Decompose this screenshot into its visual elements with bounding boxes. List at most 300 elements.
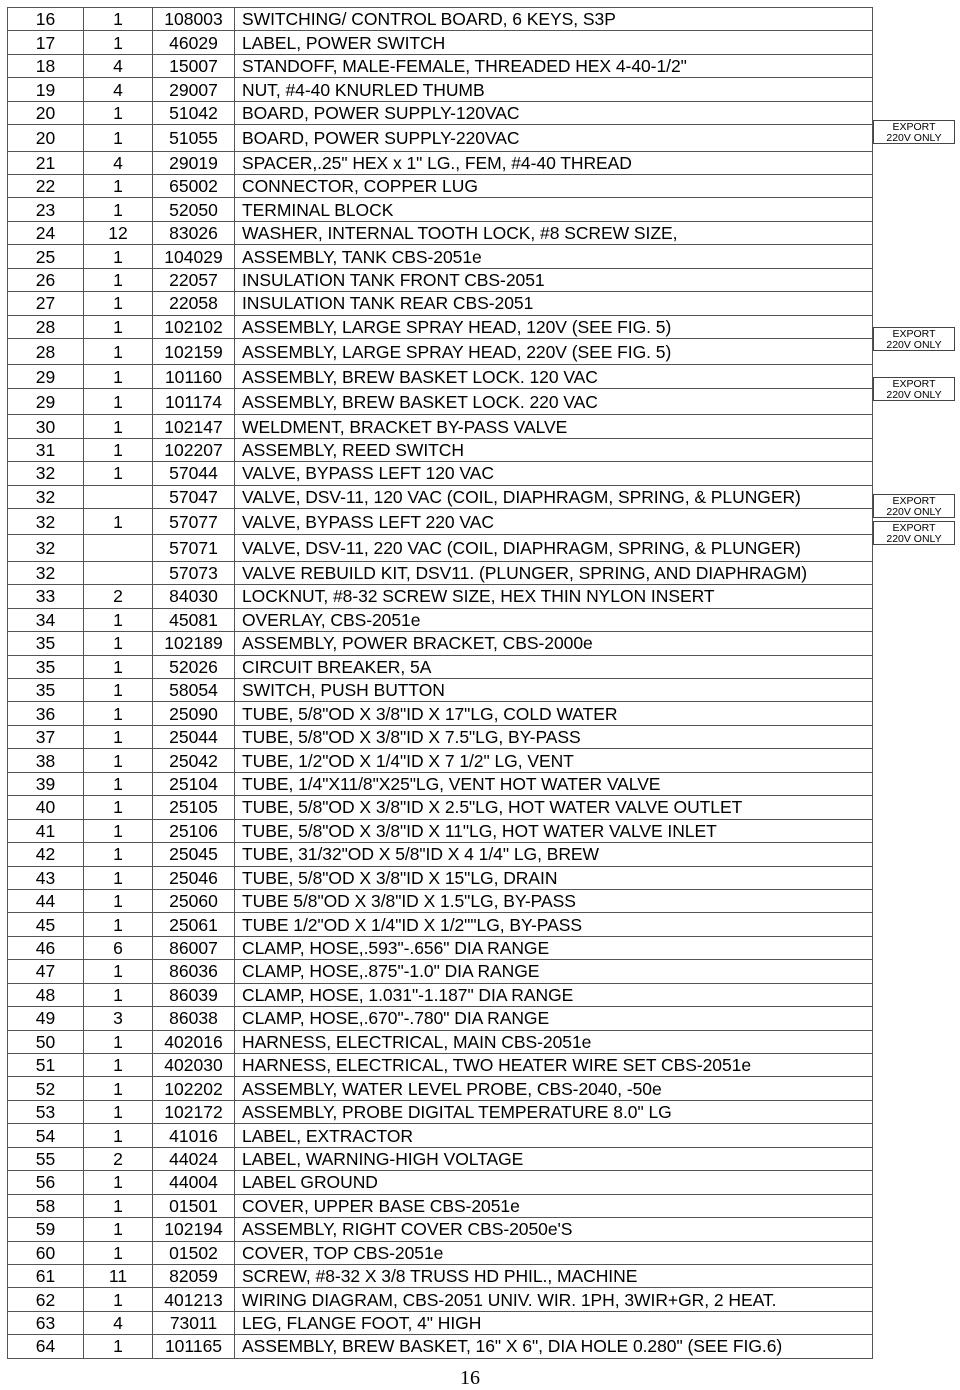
part-number-cell: 402030 [153,1054,235,1077]
description-cell: NUT, #4-40 KNURLED THUMB [235,78,873,101]
item-number-cell: 16 [8,8,84,31]
item-number-cell: 63 [8,1311,84,1334]
table-row [8,889,873,912]
description-cell: ASSEMBLY, BREW BASKET LOCK. 220 VAC [235,388,873,414]
part-number-cell: 57044 [153,462,235,485]
table-row [8,268,873,291]
quantity-cell: 1 [84,509,153,535]
table-row [8,245,873,268]
quantity-cell: 1 [84,819,153,842]
part-number-cell: 102147 [153,415,235,438]
quantity-cell: 6 [84,936,153,959]
item-number-cell: 20 [8,125,84,151]
item-number-cell: 22 [8,175,84,198]
table-row [8,462,873,485]
item-number-cell: 62 [8,1288,84,1311]
part-number-cell: 57047 [153,485,235,508]
export-tag [873,494,955,518]
item-number-cell: 34 [8,608,84,631]
description-cell: ASSEMBLY, LARGE SPRAY HEAD, 220V (SEE FIG. 5) [235,339,873,365]
quantity-cell: 2 [84,585,153,608]
description-cell: TUBE, 5/8"OD X 3/8"ID X 15"LG, DRAIN [235,866,873,889]
description-cell: COVER, TOP CBS-2051e [235,1241,873,1264]
description-cell: SPACER,.25" HEX x 1" LG., FEM, #4-40 THREAD [235,151,873,174]
item-number-cell: 20 [8,101,84,124]
part-number-cell: 25044 [153,725,235,748]
part-number-cell: 65002 [153,175,235,198]
description-cell: TUBE, 31/32"OD X 5/8"ID X 4 1/4" LG, BREW [235,843,873,866]
item-number-cell: 29 [8,388,84,414]
quantity-cell: 1 [84,1100,153,1123]
table-row [8,292,873,315]
table-row [8,561,873,584]
quantity-cell: 4 [84,54,153,77]
table-row [8,983,873,1006]
description-cell: CLAMP, HOSE, 1.031"-1.187" DIA RANGE [235,983,873,1006]
export-tag-line2: 220V ONLY [886,389,942,401]
item-number-cell: 17 [8,31,84,54]
table-row [8,8,873,31]
quantity-cell: 1 [84,268,153,291]
parts-table [7,7,873,1359]
export-tag [873,521,955,545]
quantity-cell: 1 [84,1054,153,1077]
item-number-cell: 24 [8,221,84,244]
description-cell: VALVE REBUILD KIT, DSV11. (PLUNGER, SPRING, AND DIAPHRAGM) [235,561,873,584]
part-number-cell: 25042 [153,749,235,772]
quantity-cell [84,535,153,561]
description-cell: ASSEMBLY, POWER BRACKET, CBS-2000e [235,632,873,655]
item-number-cell: 52 [8,1077,84,1100]
quantity-cell: 1 [84,462,153,485]
item-number-cell: 55 [8,1147,84,1170]
table-row [8,78,873,101]
part-number-cell: 101160 [153,365,235,388]
item-number-cell: 32 [8,462,84,485]
description-cell: ASSEMBLY, LARGE SPRAY HEAD, 120V (SEE FIG. 5) [235,315,873,338]
quantity-cell: 1 [84,796,153,819]
quantity-cell: 1 [84,365,153,388]
item-number-cell: 36 [8,702,84,725]
part-number-cell: 57073 [153,561,235,584]
description-cell: INSULATION TANK FRONT CBS-2051 [235,268,873,291]
table-row [8,1241,873,1264]
quantity-cell: 1 [84,125,153,151]
quantity-cell: 1 [84,632,153,655]
quantity-cell: 1 [84,1241,153,1264]
item-number-cell: 35 [8,655,84,678]
quantity-cell: 1 [84,960,153,983]
part-number-cell: 25106 [153,819,235,842]
part-number-cell: 57071 [153,535,235,561]
export-tag-line1: EXPORT [892,378,936,390]
export-tag-line1: EXPORT [892,328,936,340]
part-number-cell: 102102 [153,315,235,338]
quantity-cell: 1 [84,749,153,772]
table-row [8,1288,873,1311]
part-number-cell: 102159 [153,339,235,365]
item-number-cell: 37 [8,725,84,748]
description-cell: TUBE, 5/8"OD X 3/8"ID X 17"LG, COLD WATER [235,702,873,725]
part-number-cell: 51055 [153,125,235,151]
item-number-cell: 40 [8,796,84,819]
export-tag-line1: EXPORT [892,522,936,534]
part-number-cell: 101165 [153,1335,235,1358]
table-row [8,1171,873,1194]
part-number-cell: 108003 [153,8,235,31]
export-tag [873,377,955,401]
table-row [8,866,873,889]
quantity-cell: 1 [84,655,153,678]
description-cell: LABEL, WARNING-HIGH VOLTAGE [235,1147,873,1170]
part-number-cell: 22057 [153,268,235,291]
quantity-cell: 1 [84,388,153,414]
item-number-cell: 56 [8,1171,84,1194]
description-cell: ASSEMBLY, BREW BASKET LOCK. 120 VAC [235,365,873,388]
export-tag-line2: 220V ONLY [886,533,942,545]
table-row [8,175,873,198]
description-cell: WASHER, INTERNAL TOOTH LOCK, #8 SCREW SIZE, [235,221,873,244]
part-number-cell: 25045 [153,843,235,866]
part-number-cell: 25046 [153,866,235,889]
item-number-cell: 43 [8,866,84,889]
table-row [8,388,873,414]
description-cell: TUBE, 5/8"OD X 3/8"ID X 2.5"LG, HOT WATER VALVE OUTLET [235,796,873,819]
quantity-cell: 1 [84,315,153,338]
item-number-cell: 46 [8,936,84,959]
part-number-cell: 29019 [153,151,235,174]
description-cell: TERMINAL BLOCK [235,198,873,221]
quantity-cell: 1 [84,292,153,315]
table-row [8,1100,873,1123]
table-row [8,655,873,678]
description-cell: VALVE, BYPASS LEFT 220 VAC [235,509,873,535]
table-row [8,438,873,461]
description-cell: INSULATION TANK REAR CBS-2051 [235,292,873,315]
table-row [8,679,873,702]
table-row [8,485,873,508]
part-number-cell: 25090 [153,702,235,725]
description-cell: VALVE, BYPASS LEFT 120 VAC [235,462,873,485]
quantity-cell: 1 [84,8,153,31]
quantity-cell: 1 [84,1288,153,1311]
description-cell: LABEL, POWER SWITCH [235,31,873,54]
part-number-cell: 25061 [153,913,235,936]
quantity-cell: 1 [84,1077,153,1100]
quantity-cell: 1 [84,913,153,936]
item-number-cell: 47 [8,960,84,983]
item-number-cell: 25 [8,245,84,268]
quantity-cell: 1 [84,772,153,795]
part-number-cell: 86036 [153,960,235,983]
table-row [8,1077,873,1100]
table-row [8,339,873,365]
quantity-cell: 4 [84,1311,153,1334]
table-row [8,796,873,819]
part-number-cell: 25104 [153,772,235,795]
item-number-cell: 58 [8,1194,84,1217]
quantity-cell: 1 [84,1030,153,1053]
table-row [8,1124,873,1147]
quantity-cell: 1 [84,339,153,365]
item-number-cell: 33 [8,585,84,608]
table-row [8,535,873,561]
part-number-cell: 01501 [153,1194,235,1217]
description-cell: COVER, UPPER BASE CBS-2051e [235,1194,873,1217]
table-row [8,772,873,795]
quantity-cell: 1 [84,415,153,438]
table-row [8,1264,873,1287]
item-number-cell: 32 [8,561,84,584]
page-number: 16 [460,1367,480,1389]
table-row [8,632,873,655]
quantity-cell: 1 [84,175,153,198]
export-tag [873,120,955,144]
item-number-cell: 32 [8,535,84,561]
description-cell: CLAMP, HOSE,.875"-1.0" DIA RANGE [235,960,873,983]
table-row [8,54,873,77]
item-number-cell: 28 [8,315,84,338]
item-number-cell: 21 [8,151,84,174]
item-number-cell: 49 [8,1007,84,1030]
quantity-cell: 1 [84,31,153,54]
item-number-cell: 31 [8,438,84,461]
description-cell: STANDOFF, MALE-FEMALE, THREADED HEX 4-40-1/2" [235,54,873,77]
table-row [8,608,873,631]
part-number-cell: 41016 [153,1124,235,1147]
part-number-cell: 102207 [153,438,235,461]
part-number-cell: 84030 [153,585,235,608]
quantity-cell: 1 [84,725,153,748]
description-cell: SWITCHING/ CONTROL BOARD, 6 KEYS, S3P [235,8,873,31]
part-number-cell: 102172 [153,1100,235,1123]
item-number-cell: 26 [8,268,84,291]
item-number-cell: 59 [8,1218,84,1241]
item-number-cell: 18 [8,54,84,77]
quantity-cell: 12 [84,221,153,244]
description-cell: TUBE, 1/4"X11/8"X25"LG, VENT HOT WATER VALVE [235,772,873,795]
part-number-cell: 102189 [153,632,235,655]
table-row [8,843,873,866]
part-number-cell: 46029 [153,31,235,54]
quantity-cell: 1 [84,866,153,889]
export-tag-line1: EXPORT [892,121,936,133]
description-cell: WIRING DIAGRAM, CBS-2051 UNIV. WIR. 1PH, 3WIR+GR, 2 HEAT. [235,1288,873,1311]
quantity-cell: 11 [84,1264,153,1287]
item-number-cell: 39 [8,772,84,795]
description-cell: CIRCUIT BREAKER, 5A [235,655,873,678]
export-tag-line2: 220V ONLY [886,132,942,144]
item-number-cell: 35 [8,679,84,702]
description-cell: TUBE, 5/8"OD X 3/8"ID X 11"LG, HOT WATER VALVE INLET [235,819,873,842]
quantity-cell: 1 [84,1124,153,1147]
item-number-cell: 42 [8,843,84,866]
item-number-cell: 44 [8,889,84,912]
part-number-cell: 83026 [153,221,235,244]
table-row [8,415,873,438]
part-number-cell: 22058 [153,292,235,315]
item-number-cell: 45 [8,913,84,936]
description-cell: BOARD, POWER SUPPLY-220VAC [235,125,873,151]
description-cell: TUBE 5/8"OD X 3/8"ID X 1.5"LG, BY-PASS [235,889,873,912]
quantity-cell: 1 [84,702,153,725]
table-row [8,365,873,388]
item-number-cell: 54 [8,1124,84,1147]
quantity-cell: 1 [84,438,153,461]
quantity-cell [84,561,153,584]
item-number-cell: 19 [8,78,84,101]
item-number-cell: 35 [8,632,84,655]
export-tag-line2: 220V ONLY [886,506,942,518]
description-cell: ASSEMBLY, TANK CBS-2051e [235,245,873,268]
part-number-cell: 104029 [153,245,235,268]
quantity-cell: 1 [84,101,153,124]
item-number-cell: 60 [8,1241,84,1264]
description-cell: ASSEMBLY, BREW BASKET, 16" X 6", DIA HOLE 0.280" (SEE FIG.6) [235,1335,873,1358]
item-number-cell: 32 [8,485,84,508]
description-cell: LOCKNUT, #8-32 SCREW SIZE, HEX THIN NYLON INSERT [235,585,873,608]
part-number-cell: 44024 [153,1147,235,1170]
description-cell: ASSEMBLY, PROBE DIGITAL TEMPERATURE 8.0" LG [235,1100,873,1123]
description-cell: SWITCH, PUSH BUTTON [235,679,873,702]
description-cell: HARNESS, ELECTRICAL, MAIN CBS-2051e [235,1030,873,1053]
description-cell: WELDMENT, BRACKET BY-PASS VALVE [235,415,873,438]
table-row [8,101,873,124]
part-number-cell: 101174 [153,388,235,414]
part-number-cell: 45081 [153,608,235,631]
quantity-cell: 1 [84,198,153,221]
item-number-cell: 30 [8,415,84,438]
table-row [8,1030,873,1053]
description-cell: ASSEMBLY, WATER LEVEL PROBE, CBS-2040, -50e [235,1077,873,1100]
part-number-cell: 57077 [153,509,235,535]
description-cell: LABEL, EXTRACTOR [235,1124,873,1147]
table-row [8,1194,873,1217]
item-number-cell: 51 [8,1054,84,1077]
quantity-cell: 4 [84,151,153,174]
part-number-cell: 401213 [153,1288,235,1311]
table-row [8,198,873,221]
table-row [8,913,873,936]
part-number-cell: 102202 [153,1077,235,1100]
item-number-cell: 53 [8,1100,84,1123]
description-cell: LEG, FLANGE FOOT, 4" HIGH [235,1311,873,1334]
part-number-cell: 86038 [153,1007,235,1030]
table-row [8,585,873,608]
description-cell: ASSEMBLY, RIGHT COVER CBS-2050e'S [235,1218,873,1241]
table-row [8,1335,873,1358]
description-cell: TUBE 1/2"OD X 1/4"ID X 1/2""LG, BY-PASS [235,913,873,936]
export-tag-line1: EXPORT [892,495,936,507]
description-cell: VALVE, DSV-11, 120 VAC (COIL, DIAPHRAGM, SPRING, & PLUNGER) [235,485,873,508]
quantity-cell: 1 [84,889,153,912]
table-row [8,125,873,151]
table-row [8,702,873,725]
item-number-cell: 28 [8,339,84,365]
quantity-cell: 1 [84,608,153,631]
table-row [8,1218,873,1241]
part-number-cell: 44004 [153,1171,235,1194]
quantity-cell: 3 [84,1007,153,1030]
part-number-cell: 73011 [153,1311,235,1334]
quantity-cell: 1 [84,1194,153,1217]
quantity-cell: 1 [84,1218,153,1241]
table-row [8,725,873,748]
part-number-cell: 01502 [153,1241,235,1264]
table-row [8,509,873,535]
quantity-cell: 4 [84,78,153,101]
part-number-cell: 15007 [153,54,235,77]
table-row [8,819,873,842]
item-number-cell: 48 [8,983,84,1006]
item-number-cell: 29 [8,365,84,388]
table-row [8,1311,873,1334]
table-row [8,315,873,338]
description-cell: ASSEMBLY, REED SWITCH [235,438,873,461]
table-row [8,1147,873,1170]
part-number-cell: 86007 [153,936,235,959]
part-number-cell: 52050 [153,198,235,221]
description-cell: BOARD, POWER SUPPLY-120VAC [235,101,873,124]
quantity-cell: 1 [84,245,153,268]
item-number-cell: 64 [8,1335,84,1358]
description-cell: OVERLAY, CBS-2051e [235,608,873,631]
table-row [8,221,873,244]
description-cell: VALVE, DSV-11, 220 VAC (COIL, DIAPHRAGM, SPRING, & PLUNGER) [235,535,873,561]
table-row [8,749,873,772]
part-number-cell: 58054 [153,679,235,702]
item-number-cell: 38 [8,749,84,772]
part-number-cell: 402016 [153,1030,235,1053]
description-cell: CLAMP, HOSE,.593"-.656" DIA RANGE [235,936,873,959]
description-cell: CONNECTOR, COPPER LUG [235,175,873,198]
export-tag-line2: 220V ONLY [886,339,942,351]
table-row [8,1007,873,1030]
part-number-cell: 25105 [153,796,235,819]
part-number-cell: 82059 [153,1264,235,1287]
part-number-cell: 25060 [153,889,235,912]
quantity-cell: 1 [84,679,153,702]
table-row [8,151,873,174]
quantity-cell: 1 [84,983,153,1006]
part-number-cell: 102194 [153,1218,235,1241]
item-number-cell: 27 [8,292,84,315]
part-number-cell: 51042 [153,101,235,124]
description-cell: CLAMP, HOSE,.670"-.780" DIA RANGE [235,1007,873,1030]
part-number-cell: 86039 [153,983,235,1006]
part-number-cell: 52026 [153,655,235,678]
item-number-cell: 61 [8,1264,84,1287]
item-number-cell: 23 [8,198,84,221]
quantity-cell [84,485,153,508]
table-row [8,31,873,54]
description-cell: SCREW, #8-32 X 3/8 TRUSS HD PHIL., MACHINE [235,1264,873,1287]
table-row [8,960,873,983]
description-cell: LABEL GROUND [235,1171,873,1194]
part-number-cell: 29007 [153,78,235,101]
table-row [8,1054,873,1077]
quantity-cell: 2 [84,1147,153,1170]
item-number-cell: 50 [8,1030,84,1053]
export-tag [873,327,955,351]
description-cell: HARNESS, ELECTRICAL, TWO HEATER WIRE SET CBS-2051e [235,1054,873,1077]
quantity-cell: 1 [84,843,153,866]
item-number-cell: 32 [8,509,84,535]
quantity-cell: 1 [84,1335,153,1358]
description-cell: TUBE, 5/8"OD X 3/8"ID X 7.5"LG, BY-PASS [235,725,873,748]
quantity-cell: 1 [84,1171,153,1194]
parts-table-body [8,8,873,1359]
